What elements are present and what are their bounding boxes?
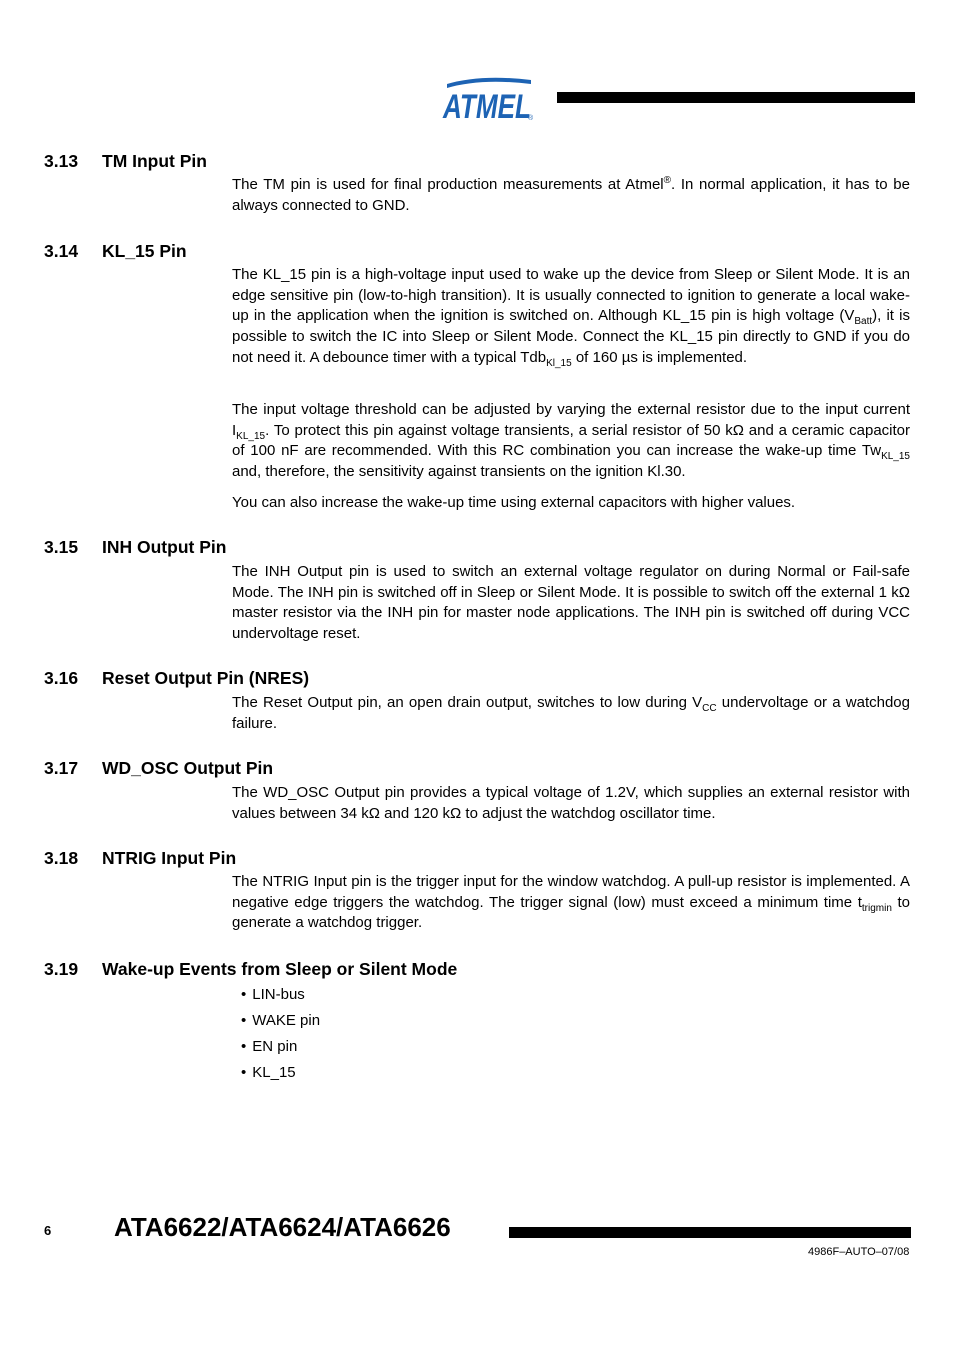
list-item: • EN pin	[241, 1037, 320, 1063]
section-title: WD_OSC Output Pin	[102, 758, 274, 778]
document-code: 4986F–AUTO–07/08	[808, 1246, 910, 1258]
section-title: Reset Output Pin (NRES)	[102, 668, 310, 688]
section-heading	[44, 668, 309, 688]
list-item: • LIN-bus	[241, 985, 320, 1011]
footer-rule	[509, 1227, 911, 1238]
wake-up-events-list	[241, 985, 320, 1089]
section-number: 3.18	[44, 848, 79, 868]
section-heading	[44, 758, 273, 778]
section-heading	[44, 848, 236, 868]
section-heading	[44, 241, 187, 261]
paragraph: The TM pin is used for final production measurements at Atmel®. In normal application, it has to be always connected to GND.	[232, 175, 910, 214]
paragraph: The NTRIG Input pin is the trigger input for the window watchdog. A pull-up resistor is implemented. A negative edge triggers the watchdog. The trigger signal (low) must exceed a minimum time $t_{trigmin}$ to generate a watchdog trigger.	[232, 873, 910, 932]
paragraph: You can also increase the wake-up time using external capacitors with higher values.	[232, 494, 796, 511]
section-heading	[44, 959, 457, 979]
list-item: • KL_15	[241, 1063, 320, 1089]
section-number: 3.17	[44, 758, 79, 778]
header-rule	[557, 92, 915, 103]
section-title: KL_15 Pin	[102, 241, 187, 261]
section-title: Wake-up Events from Sleep or Silent Mode	[102, 959, 458, 979]
section-number: 3.16	[44, 668, 79, 688]
paragraph: The INH Output pin is used to switch an external voltage regulator on during Normal or Fail-safe Mode. The INH pin is switched off in Sleep or Silent Mode. It is possible to switch off the external 1 kΩ master resistor via the INH pin for master node applications. The INH pin is switched off during VCC undervoltage reset.	[232, 563, 910, 643]
svg-text:®: ®	[528, 115, 534, 122]
product-title: ATA6622/ATA6624/ATA6626	[114, 1212, 451, 1242]
section-number: 3.15	[44, 537, 79, 557]
page-number: 6	[44, 1223, 52, 1238]
section-title: INH Output Pin	[102, 537, 227, 557]
paragraph: The input voltage threshold can be adjusted by varying the external resistor due to the input current $I_{KL\_15}$. To protect this pin against voltage transients, a serial resistor of 50 kΩ and a ceramic capacitor of 100 nF are recommended. With this RC combination you can increase the wake-up time $Tw_{KL\_15}$ and, therefore, the sensitivity against transients on the ignition Kl.30.	[232, 401, 910, 481]
paragraph: The WD_OSC Output pin provides a typical voltage of 1.2V, which supplies an external resistor with values between 34 kΩ and 120 kΩ to adjust the watchdog oscillator time.	[232, 784, 910, 822]
paragraph: The KL_15 pin is a high-voltage input used to wake up the device from Sleep or Silent Mode. It is an edge sensitive pin (low-to-high transition). It is usually connected to ignition to generate a local wake-up in the application when the ignition is switched on. Although KL_15 pin is high voltage $(V_{Batt})$, it is possible to switch the IC into Sleep or Silent Mode. Connect the KL_15 pin directly to GND if you do not need it. A debounce timer with a typical Tdb$_{Kl\_15}$ of 160 µs is implemented.	[232, 266, 910, 369]
section-heading	[44, 151, 207, 171]
section-number: 3.19	[44, 959, 79, 979]
section-title: NTRIG Input Pin	[102, 848, 237, 868]
section-title: TM Input Pin	[102, 151, 207, 171]
list-item: • WAKE pin	[241, 1011, 320, 1037]
svg-text:ATMEL: ATMEL	[442, 88, 531, 122]
paragraph: The Reset Output pin, an open drain output, switches to low during $V_{CC}$ undervoltage or a watchdog failure.	[232, 694, 910, 732]
atmel-logo	[441, 74, 537, 122]
section-heading	[44, 537, 226, 557]
section-number: 3.14	[44, 241, 79, 261]
section-number: 3.13	[44, 151, 79, 171]
